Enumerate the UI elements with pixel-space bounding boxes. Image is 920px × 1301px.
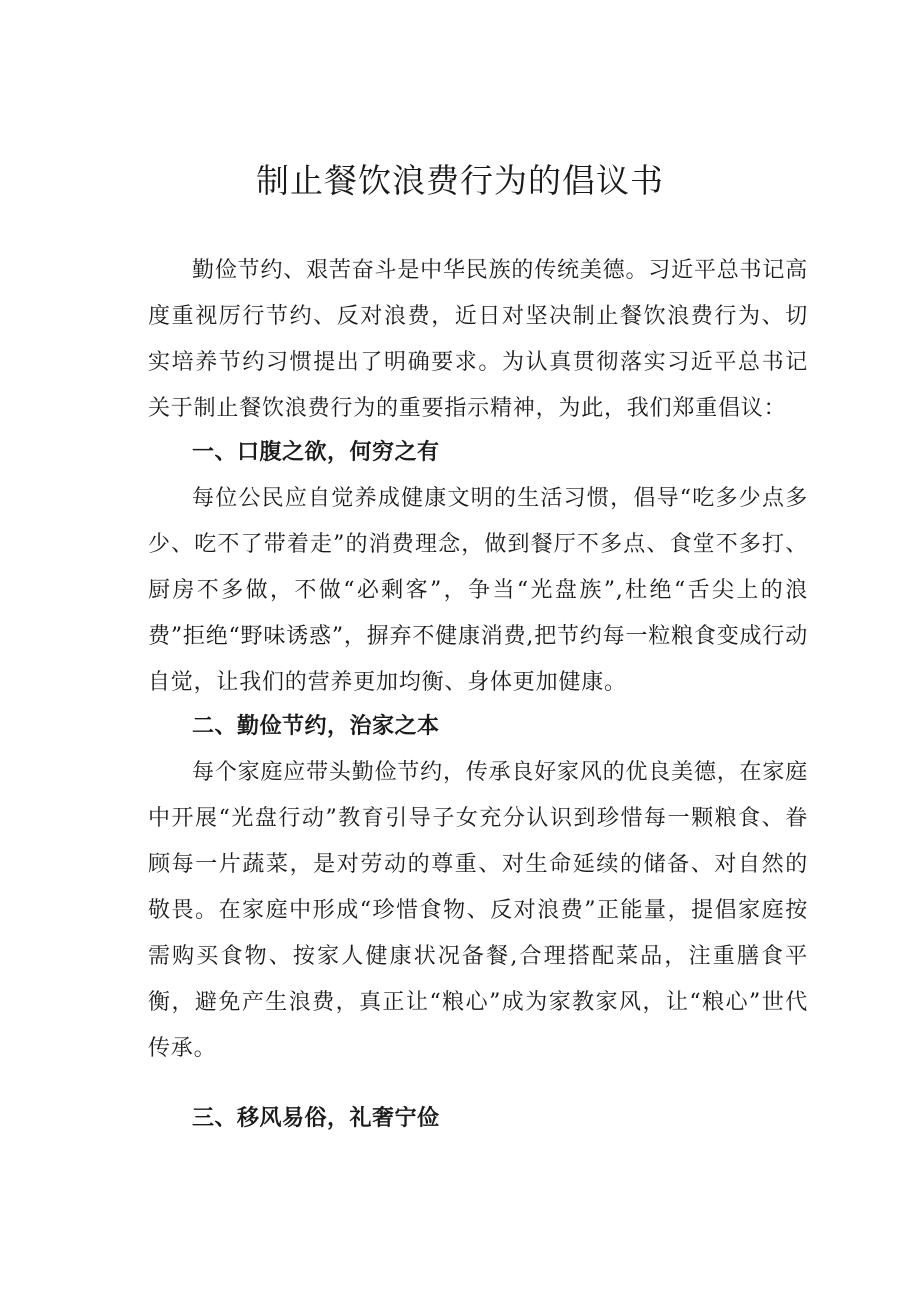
- section-3-heading: 三、移风易俗，礼奢宁俭: [192, 1106, 440, 1131]
- document-body: [148, 248, 808, 1142]
- document-title: 制止餐饮浪费行为的倡议书: [256, 161, 664, 200]
- intro-paragraph: 勤俭节约、艰苦奋斗是中华民族的传统美德。习近平总书记高度重视厉行节约、反对浪费，近日对坚决制止餐饮浪费行为、切实培养节约习惯提出了明确要求。为认真贯彻落实习近平总书记关于制止餐饮浪费行为的重要指示精神，为此，我们郑重倡议：: [148, 258, 808, 421]
- section-1-paragraph: 每位公民应自觉养成健康文明的生活习惯，倡导“吃多少点多少、吃不了带着走”的消费理念，做到餐厅不多点、食堂不多打、厨房不多做，不做“必剩客”，争当“光盘族”,杜绝“舌尖上的浪费”拒绝“野味诱惑”，摒弃不健康消费,把节约每一粒粮食变成行动自觉，让我们的营养更加均衡、身体更加健康。: [148, 486, 808, 695]
- section-1-heading: 一、口腹之欲，何穷之有: [192, 440, 440, 465]
- section-2-heading: 二、勤俭节约，治家之本: [192, 714, 440, 739]
- section-2-paragraph: 每个家庭应带头勤俭节约，传承良好家风的优良美德，在家庭中开展“光盘行动”教育引导子女充分认识到珍惜每一颗粮食、眷顾每一片蔬菜，是对劳动的尊重、对生命延续的储备、对自然的敬畏。在家庭中形成“珍惜食物、反对浪费”正能量，提倡家庭按需购买食物、按家人健康状况备餐,合理搭配菜品，注重膳食平衡，避免产生浪费，真正让“粮心”成为家教家风，让“粮心”世代传承。: [148, 760, 808, 1061]
